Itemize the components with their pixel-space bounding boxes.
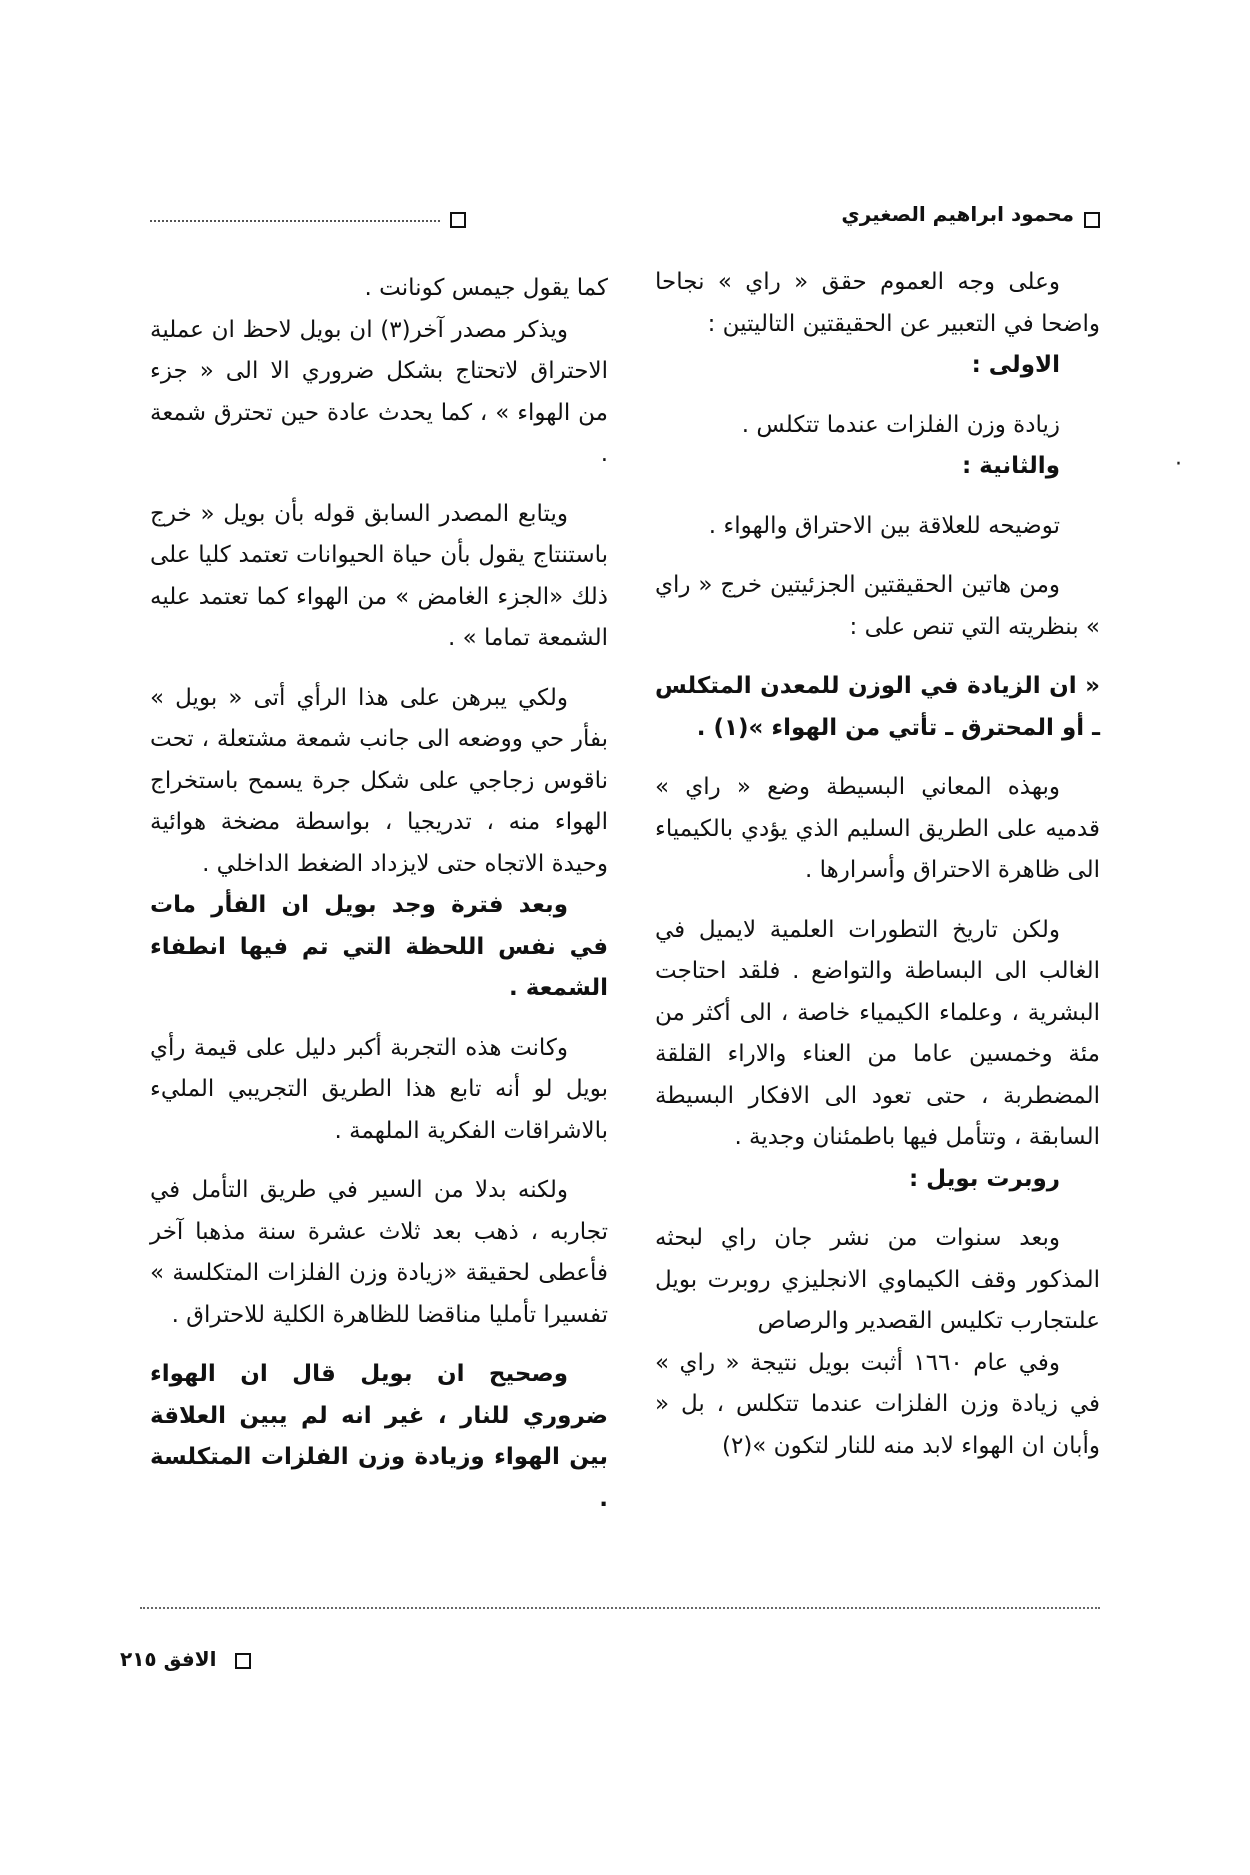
left-column (150, 268, 608, 1520)
square-bullet-icon (1084, 212, 1100, 228)
page-footer (120, 1647, 251, 1671)
running-header (150, 200, 1100, 240)
quotation: « ان الزيادة في الوزن للمعدن المتكلس ـ أو المحترق ـ تأتي من الهواء »(١) . (655, 673, 1100, 741)
paragraph: ولكي يبرهن على هذا الرأي أتى « بويل » بفأر حي ووضعه الى جانب شمعة مشتعلة ، تحت ناقوس زجاجي على شكل جرة يسمح باستخراج الهواء منه ، تدريجيا ، بواسطة مضخة هوائية وحيدة الاتجاه حتى لايزداد الضغط الداخلي . (150, 684, 608, 877)
section-heading: والثانية : (961, 453, 1060, 479)
square-bullet-icon (450, 212, 466, 228)
paragraph: وبهذه المعاني البسيطة وضع « راي » قدميه على الطريق السليم الذي يؤدي بالكيمياء الى ظاهرة الاحتراق وأسرارها . (655, 774, 1100, 883)
square-bullet-icon (235, 1653, 251, 1669)
paragraph: زيادة وزن الفلزات عندما تتكلس . (741, 411, 1060, 438)
paragraph: وبعد فترة وجد بويل ان الفأر مات في نفس اللحظة التي تم فيها انطفاء الشمعة . (150, 892, 608, 1001)
paragraph: كما يقول جيمس كونانت . (364, 275, 608, 301)
paragraph: ويذكر مصدر آخر(٣) ان بويل لاحظ ان عملية الاحتراق لاتحتاج بشكل ضروري الا الى « جزء من الهواء » ، كما يحدث عادة حين تحترق شمعة . (150, 316, 608, 467)
section-heading: روبرت بويل : (908, 1165, 1060, 1192)
footer-text: الافق ٢١٥ (120, 1647, 217, 1671)
section-heading: الاولى : (971, 352, 1060, 378)
paragraph: ولكنه بدلا من السير في طريق التأمل في تجاربه ، ذهب بعد ثلاث عشرة سنة مذهبا آخر فأعطى لحقيقة «زيادة وزن الفلزات المتكلسة » تفسيرا تأمليا مناقضا للظاهرة الكلية للاحتراق . (150, 1177, 608, 1328)
author-name: محمود ابراهيم الصغيري (841, 202, 1074, 226)
margin-dot: · (1175, 452, 1182, 477)
right-column (655, 262, 1100, 1467)
header-dotted-rule (150, 220, 440, 222)
paragraph: وكانت هذه التجربة أكبر دليل على قيمة رأي بويل لو أنه تابع هذا الطريق التجريبي المليء بالاشراقات الفكرية الملهمة . (150, 1034, 608, 1144)
footer-dotted-rule (140, 1607, 1100, 1609)
paragraph: وبعد سنوات من نشر جان راي لبحثه المذكور وقف الكيماوي الانجليزي روبرت بويل علىتجارب تكليس القصدير والرصاص (655, 1225, 1100, 1334)
paragraph: توضيحه للعلاقة بين الاحتراق والهواء . (708, 512, 1060, 539)
paragraph: ويتابع المصدر السابق قوله بأن بويل « خرج باستنتاج يقول بأن حياة الحيوانات تعتمد كليا على ذلك «الجزء الغامض » من الهواء كما تعتمد عليه الشمعة تماما » . (150, 500, 608, 651)
paragraph: ومن هاتين الحقيقتين الجزئيتين خرج « راي » بنظريته التي تنص على : (655, 572, 1100, 640)
paragraph: وعلى وجه العموم حقق « راي » نجاحا واضحا في التعبير عن الحقيقتين التاليتين : (655, 269, 1100, 337)
paragraph: ولكن تاريخ التطورات العلمية لايميل في الغالب الى البساطة والتواضع . فلقد احتاجت البشرية ، وعلماء الكيمياء خاصة ، الى أكثر من مئة وخمسين عاما من العناء والاراء القلقة المضطربة ، حتى تعود الى الافكار البسيطة السابقة ، وتتأمل فيها باطمئنان وجدية . (655, 916, 1100, 1150)
paragraph: وفي عام ١٦٦٠ أثبت بويل نتيجة « راي » في زيادة وزن الفلزات عندما تتكلس ، بل « وأبان ان الهواء لابد منه للنار لتكون »(٢) (655, 1349, 1100, 1459)
paragraph: وصحيح ان بويل قال ان الهواء ضروري للنار ، غير انه لم يبين العلاقة بين الهواء وزيادة وزن الفلزات المتكلسة . (150, 1361, 608, 1512)
